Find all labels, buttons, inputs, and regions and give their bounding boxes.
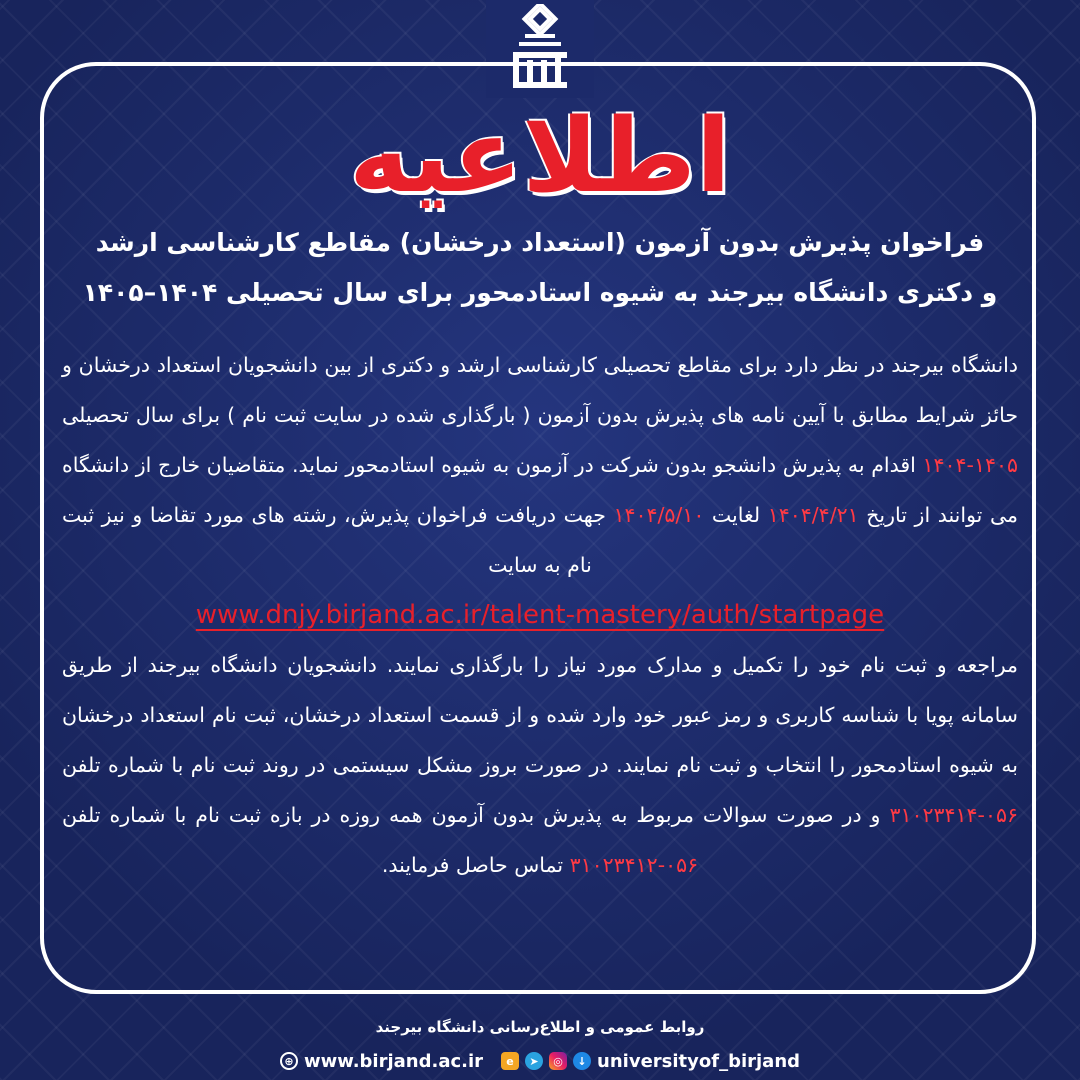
- instagram-icon: ◎: [549, 1052, 567, 1070]
- footer-links: [0, 1046, 1080, 1076]
- inquiry-phone: ۰۵۶-۳۱۰۲۳۴۱۲: [569, 853, 699, 877]
- footer-organization: روابط عمومی و اطلاع‌رسانی دانشگاه بیرجند: [375, 1018, 705, 1036]
- telegram-icon: ➤: [525, 1052, 543, 1070]
- body-text-part: تماس حاصل فرمایند.: [381, 853, 570, 877]
- subtitle-line-1: فراخوان پذیرش بدون آزمون (استعداد درخشان) مقاطع کارشناسی ارشد: [95, 228, 985, 257]
- body-text-part: جهت دریافت فراخوان پذیرش، رشته های مورد تقاضا و نیز ثبت نام به سایت: [62, 503, 614, 577]
- footer-website[interactable]: [280, 1051, 483, 1072]
- body-text-part: لغایت: [704, 503, 768, 527]
- website-icon: e: [501, 1052, 519, 1070]
- page-title: اطلاعیه: [349, 97, 731, 216]
- registration-url-link[interactable]: www.dnjy.birjand.ac.ir/talent-mastery/auth/startpage: [195, 600, 885, 630]
- download-icon: ↓: [573, 1052, 591, 1070]
- footer-social[interactable]: [501, 1051, 800, 1072]
- globe-icon: ⊕: [280, 1052, 298, 1070]
- subtitle-line-2: و دکتری دانشگاه بیرجند به شیوه استادمحور برای سال تحصیلی ۱۴۰۴–۱۴۰۵: [82, 278, 998, 307]
- website-url[interactable]: www.birjand.ac.ir: [303, 1050, 484, 1072]
- announcement-subtitle: [70, 218, 1010, 318]
- support-phone: ۰۵۶-۳۱۰۲۳۴۱۴: [889, 803, 1018, 827]
- academic-year: ۱۴۰۵-۱۴۰۴: [922, 453, 1018, 477]
- body-text-part: و در صورت سوالات مربوط به پذیرش بدون آزمون همه روزه در بازه ثبت نام با شماره تلفن: [62, 803, 890, 827]
- announcement-body: [62, 340, 1018, 890]
- body-text-part: دانشگاه بیرجند در نظر دارد برای مقاطع تحصیلی کارشناسی ارشد و دکتری از بین دانشجویان استعداد درخشان و حائز شرایط مطابق با آیین نامه های پذیرش بدون آزمون ( بارگذاری شده در سایت ثبت نام ) برای سال تحصیلی: [62, 353, 1018, 427]
- start-date: ۱۴۰۴/۴/۲۱: [767, 503, 859, 527]
- body-text-part: مراجعه و ثبت نام خود را تکمیل و مدارک مورد نیاز را بارگذاری نمایند. دانشجویان دانشگاه بیرجند از طریق سامانه پویا با شناسه کاربری و رمز عبور خود وارد شده و از قسمت استعداد درخشان، ثبت نام استعداد درخشان به شیوه استادمحور را انتخاب و ثبت نام نمایند. در صورت بروز مشکل سیستمی در روند ثبت نام با شماره تلفن: [62, 653, 1018, 777]
- social-handle[interactable]: universityof_birjand: [597, 1050, 801, 1072]
- end-date: ۱۴۰۴/۵/۱۰: [613, 503, 705, 527]
- body-text-part: اقدام به پذیرش دانشجو بدون شرکت در آزمون به شیوه استادمحور نماید. متقاضیان خارج از دانشگاه می توانند از تاریخ: [62, 453, 1019, 527]
